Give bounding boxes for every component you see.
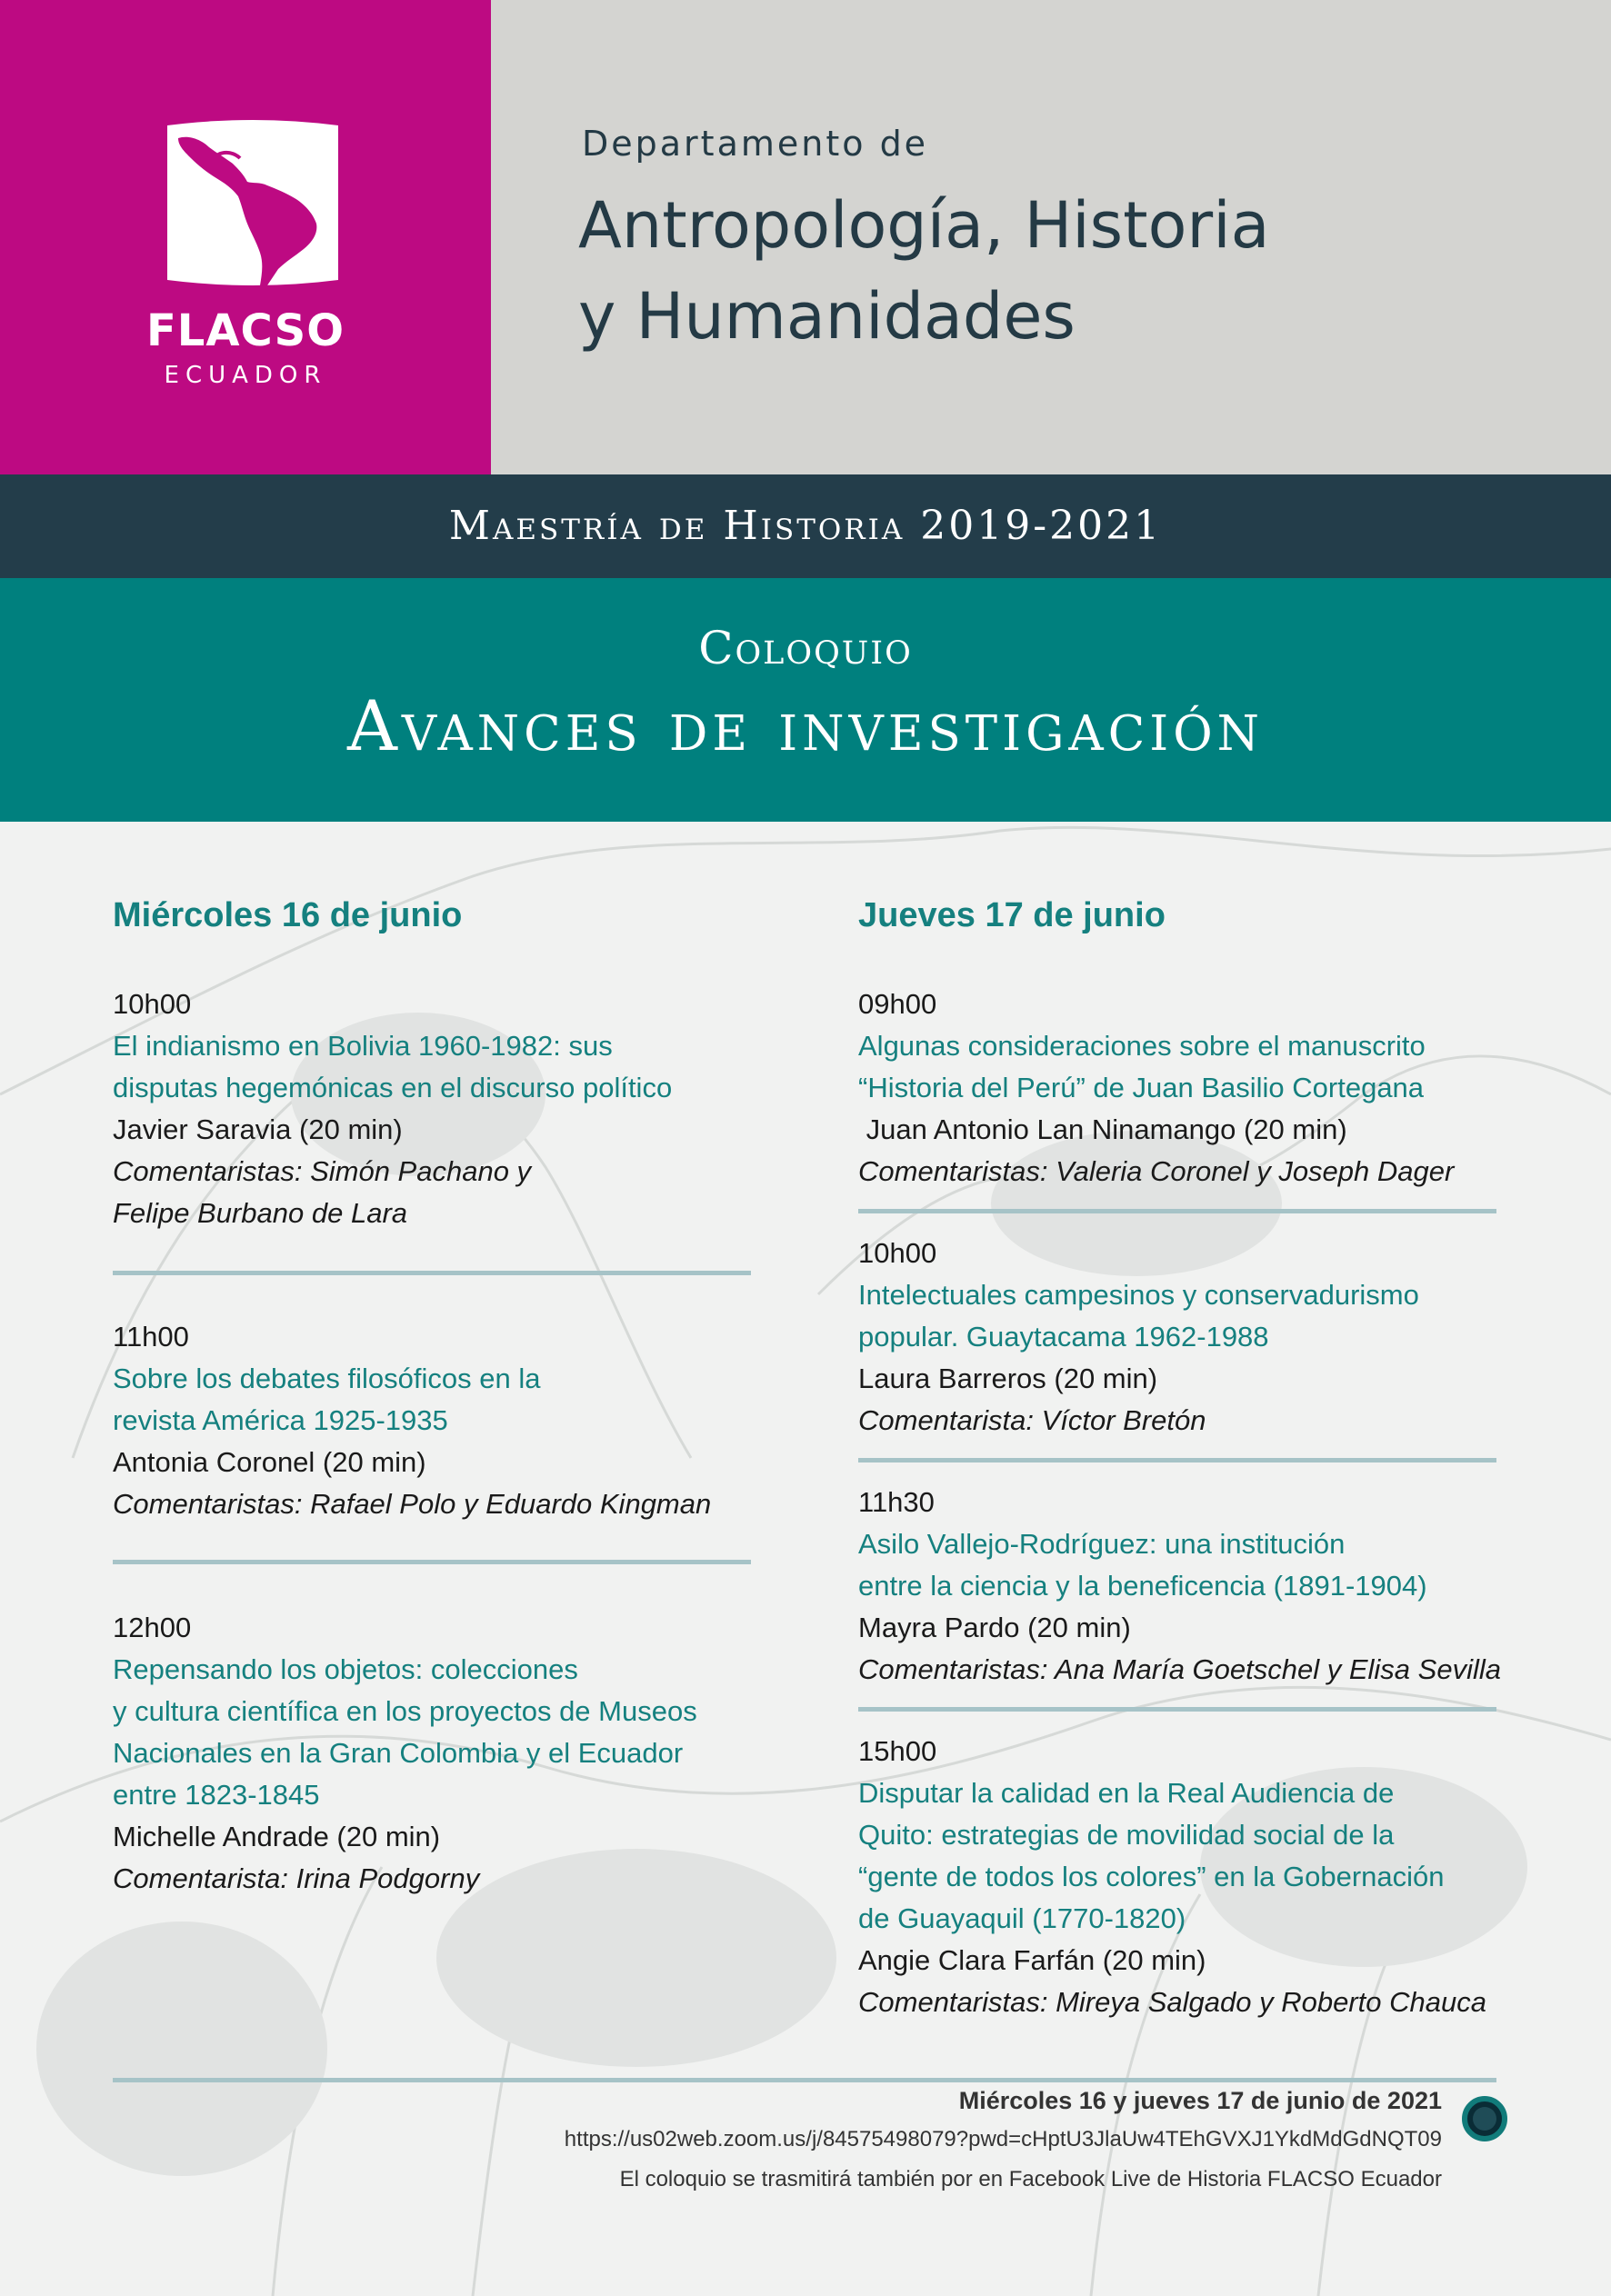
session-commentators: Comentaristas: Rafael Polo y Eduardo Kingman <box>113 1488 712 1520</box>
session-item <box>858 1233 1419 1442</box>
session-item <box>113 983 672 1234</box>
session-title: “Historia del Perú” de Juan Basilio Cortegana <box>858 1072 1425 1103</box>
session-speaker: Angie Clara Farfán (20 min) <box>858 1944 1206 1976</box>
session-title: Nacionales en la Gran Colombia y el Ecuador <box>113 1737 684 1769</box>
footer-note: El coloquio se trasmitirá también por en Facebook Live de Historia FLACSO Ecuador <box>619 2167 1442 2191</box>
session-title: Intelectuales campesinos y conservadurismo <box>858 1279 1419 1311</box>
session-title: revista América 1925-1935 <box>113 1404 448 1436</box>
session-item <box>858 1482 1501 1691</box>
divider <box>858 1458 1496 1462</box>
session-title: Asilo Vallejo-Rodríguez: una institución <box>858 1528 1346 1560</box>
session-speaker: Laura Barreros (20 min) <box>858 1363 1158 1394</box>
session-title: y cultura científica en los proyectos de Museos <box>113 1695 697 1727</box>
day-heading-thursday: Jueves 17 de junio <box>858 896 1166 934</box>
session-time: 11h30 <box>858 1486 935 1518</box>
logo-name: FLACSO <box>145 305 345 356</box>
session-speaker: Juan Antonio Lan Ninamango (20 min) <box>858 1113 1347 1145</box>
session-time: 11h00 <box>113 1321 189 1353</box>
session-title: Quito: estrategias de movilidad social de la <box>858 1819 1395 1851</box>
event-kicker: Coloquio <box>698 622 913 674</box>
session-time: 10h00 <box>113 988 192 1020</box>
session-time: 09h00 <box>858 988 937 1020</box>
department-title <box>578 180 1270 362</box>
session-item <box>113 1607 697 1900</box>
session-time: 10h00 <box>858 1237 937 1269</box>
session-commentators: Comentaristas: Mireya Salgado y Roberto Chauca <box>858 1986 1486 2018</box>
session-item <box>858 983 1454 1193</box>
session-title: entre 1823-1845 <box>113 1779 320 1811</box>
divider <box>113 1560 751 1564</box>
event-title: Avances de investigación <box>346 685 1265 766</box>
session-commentators: Felipe Burbano de Lara <box>113 1197 408 1229</box>
session-title: Disputar la calidad en la Real Audiencia de <box>858 1777 1395 1809</box>
session-time: 12h00 <box>113 1612 192 1643</box>
session-commentators: Comentaristas: Valeria Coronel y Joseph Dager <box>858 1155 1455 1187</box>
session-commentators: Comentaristas: Ana María Goetschel y Elisa Sevilla <box>858 1653 1501 1685</box>
session-speaker: Antonia Coronel (20 min) <box>113 1446 426 1478</box>
session-title: Algunas consideraciones sobre el manuscrito <box>858 1030 1426 1062</box>
session-title: de Guayaquil (1770-1820) <box>858 1902 1186 1934</box>
session-item <box>858 1731 1486 2023</box>
brand-panel <box>0 0 491 474</box>
divider <box>113 1271 751 1275</box>
divider <box>858 1707 1496 1712</box>
session-title: popular. Guaytacama 1962-1988 <box>858 1321 1269 1353</box>
session-title: disputas hegemónicas en el discurso político <box>113 1072 673 1103</box>
session-time: 15h00 <box>858 1735 937 1767</box>
session-title: “gente de todos los colores” en la Gobernación <box>858 1861 1445 1892</box>
session-title: El indianismo en Bolivia 1960-1982: sus <box>113 1030 613 1062</box>
session-speaker: Michelle Andrade (20 min) <box>113 1821 441 1852</box>
department-prefix: Departamento de <box>582 124 929 164</box>
session-commentators: Comentarista: Irina Podgorny <box>113 1862 480 1894</box>
session-commentators: Comentarista: Víctor Bretón <box>858 1404 1206 1436</box>
session-title: entre la ciencia y la beneficencia (1891-1904) <box>858 1570 1427 1602</box>
department-title-line-1: Antropología, Historia <box>578 188 1270 263</box>
zoom-link[interactable]: https://us02web.zoom.us/j/84575498079?pwd=cHptU3JlaUw4TEhGVXJ1YkdMdGdNQT09 <box>564 2127 1442 2151</box>
session-speaker: Mayra Pardo (20 min) <box>858 1612 1131 1643</box>
footer-date: Miércoles 16 y jueves 17 de junio de 2021 <box>958 2087 1442 2114</box>
program-band: Maestría de Historia 2019-2021 <box>0 474 1611 578</box>
divider <box>858 1209 1496 1213</box>
latin-america-map-icon <box>162 118 344 287</box>
session-commentators: Comentaristas: Simón Pachano y <box>113 1155 532 1187</box>
event-band <box>0 578 1611 822</box>
department-title-line-2: y Humanidades <box>578 279 1076 354</box>
session-title: Repensando los objetos: colecciones <box>113 1653 578 1685</box>
session-item <box>113 1316 711 1525</box>
logo-country: ECUADOR <box>164 362 327 389</box>
session-title: Sobre los debates filosóficos en la <box>113 1363 541 1394</box>
day-heading-wednesday: Miércoles 16 de junio <box>113 896 463 934</box>
session-speaker: Javier Saravia (20 min) <box>113 1113 403 1145</box>
footer-divider <box>113 2078 1496 2082</box>
bullet-icon <box>1462 2096 1507 2141</box>
